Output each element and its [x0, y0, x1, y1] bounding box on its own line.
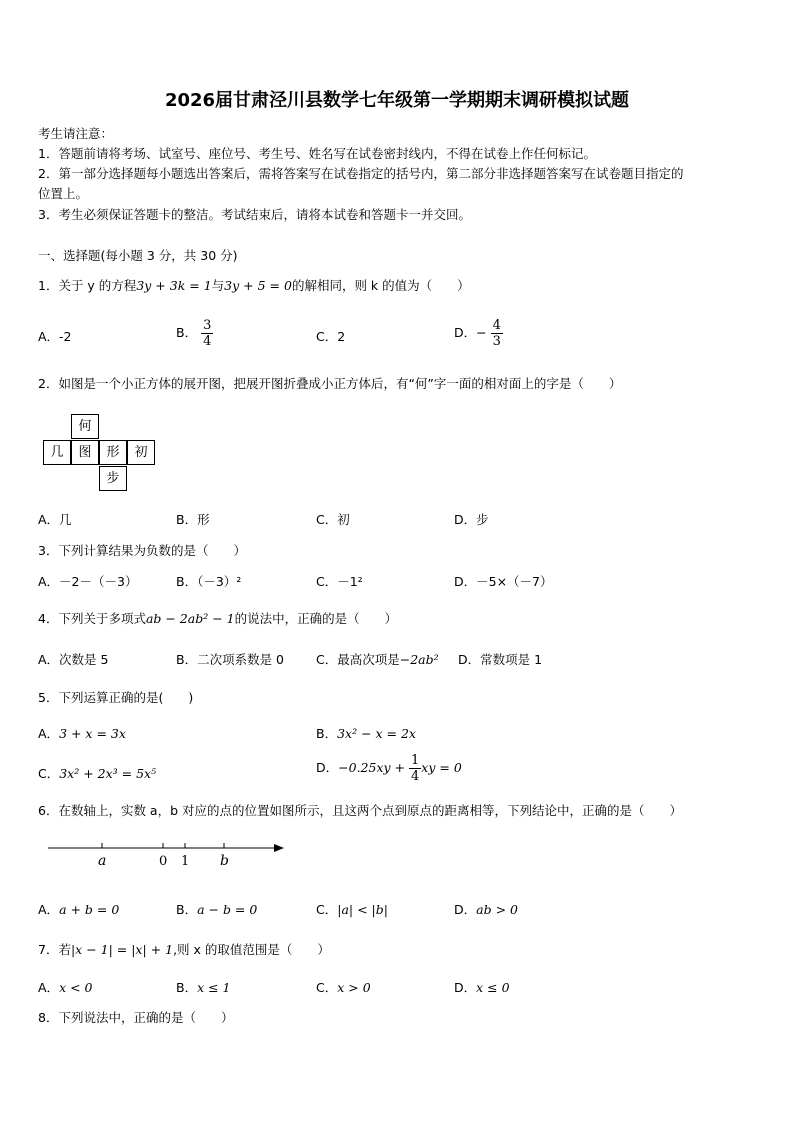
q5-option-d [316, 753, 462, 784]
q2-option-c: C．初 [316, 512, 350, 527]
q4-stem-start: 4．下列关于多项式 [38, 611, 146, 626]
q5-option-d-fraction [409, 753, 421, 784]
q1-option-d-fraction [491, 318, 503, 349]
q5-option-d-label: D． [316, 760, 339, 775]
q6-option-c [316, 900, 388, 918]
denominator: 4 [203, 334, 212, 349]
q7-option-b [176, 978, 231, 996]
q6-option-b-math: a − b = 0 [197, 902, 258, 917]
net-cell-bu: 步 [99, 466, 127, 491]
q6-option-b-label: B． [176, 902, 198, 917]
net-cell-tu: 图 [71, 440, 99, 465]
q5-option-b [316, 724, 416, 742]
question-8: 8．下列说法中，正确的是（ ） [38, 1010, 234, 1025]
section-heading: 一、选择题(每小题 3 分，共 30 分) [38, 248, 238, 263]
q4-option-c-math: −2ab² [399, 652, 439, 667]
q7-option-a-math: x < 0 [59, 980, 93, 995]
q3-option-d: D．－5×（－7） [454, 574, 553, 589]
q1-option-b-label: B． [176, 325, 198, 340]
q4-option-a: A．次数是 5 [38, 652, 109, 667]
q7-option-d-math: x ≤ 0 [476, 980, 510, 995]
q5-option-a [38, 724, 126, 742]
q3-option-b: B．（－3）² [176, 574, 242, 589]
q6-option-a [38, 900, 119, 918]
axis-label-1: 1 [181, 854, 190, 869]
net-cell-ji: 几 [43, 440, 71, 465]
q1-stem-end: 的解相同，则 k 的值为（ ） [291, 278, 470, 293]
q5-option-c [38, 764, 156, 782]
q1-stem-start: 1．关于 y 的方程 [38, 278, 137, 293]
net-cell-chu: 初 [127, 440, 155, 465]
q1-option-c: C．2 [316, 329, 346, 344]
q7-option-c [316, 978, 371, 996]
q7-option-b-label: B． [176, 980, 198, 995]
axis-label-0: 0 [159, 854, 168, 869]
axis-label-a: a [98, 853, 107, 869]
note-2: 2．第一部分选择题每小题选出答案后，需将答案写在试卷指定的括号内，第二部分非选择题答案写在试卷题目指定的 [38, 166, 684, 181]
q4-option-c [316, 650, 439, 668]
q5-option-d-math-2: xy = 0 [421, 760, 462, 775]
q7-option-a [38, 978, 93, 996]
denominator: 3 [492, 334, 501, 349]
q7-stem-end: ,则 x 的取值范围是（ ） [173, 942, 330, 957]
note-1: 1．答题前请将考场、试室号、座位号、考生号、姓名写在试卷密封线内，不得在试卷上作任何标记。 [38, 146, 596, 161]
q1-equation-1: 3y + 3k = 1 [136, 278, 212, 293]
note-2-cont: 位置上。 [38, 186, 89, 201]
q7-option-c-math: x > 0 [337, 980, 371, 995]
q2-option-b: B．形 [176, 512, 210, 527]
q3-option-c: C．－1² [316, 574, 363, 589]
numerator: 4 [492, 318, 501, 333]
q5-option-c-label: C． [38, 766, 60, 781]
q5-option-b-math: 3x² − x = 2x [337, 726, 416, 741]
q7-option-a-label: A． [38, 980, 60, 995]
q5-option-b-label: B． [316, 726, 338, 741]
q7-option-b-math: x ≤ 1 [197, 980, 231, 995]
question-4 [38, 609, 397, 627]
q7-option-d-label: D． [454, 980, 477, 995]
page-title: 2026届甘肃泾川县数学七年级第一学期期末调研模拟试题 [164, 90, 630, 111]
q1-equation-2: 3y + 5 = 0 [224, 278, 292, 293]
q6-option-d-math: ab > 0 [476, 902, 518, 917]
numerator: 1 [411, 753, 420, 768]
q1-option-d-label: D．− [454, 325, 487, 340]
q4-stem-end: 的说法中，正确的是（ ） [234, 611, 398, 626]
note-3: 3．考生必须保证答题卡的整洁。考试结束后，请将本试卷和答题卡一并交回。 [38, 207, 471, 222]
q3-option-a: A．－2－（－3） [38, 574, 138, 589]
q7-option-c-label: C． [316, 980, 338, 995]
q5-option-a-label: A． [38, 726, 60, 741]
notes-heading: 考生请注意： [38, 126, 114, 141]
q7-option-d [454, 978, 510, 996]
q5-option-d-math-1: −0.25xy + [338, 760, 406, 775]
q1-option-b [176, 318, 213, 349]
q4-option-d: D．常数项是 1 [458, 652, 543, 667]
net-cell-he: 何 [71, 414, 99, 439]
q4-option-b: B．二次项系数是 0 [176, 652, 285, 667]
q5-option-a-math: 3 + x = 3x [59, 726, 126, 741]
q6-option-c-math: |a| < |b| [337, 902, 388, 917]
q6-option-d [454, 900, 518, 918]
q7-condition-math: |x − 1| = |x| + 1 [70, 942, 174, 957]
q1-stem-mid: 与 [211, 278, 225, 293]
denominator: 4 [411, 769, 420, 784]
question-7 [38, 940, 330, 958]
q2-option-a: A．几 [38, 512, 72, 527]
question-2: 2．如图是一个小正方体的展开图，把展开图折叠成小正方体后，有“何”字一面的相对面上的字是（ ） [38, 376, 622, 391]
number-line [44, 836, 294, 872]
question-1 [38, 276, 470, 294]
axis-label-b: b [220, 853, 229, 869]
q1-option-d [454, 318, 503, 349]
q6-option-b [176, 900, 257, 918]
q1-option-b-fraction [201, 318, 213, 349]
q6-option-a-label: A． [38, 902, 60, 917]
numerator: 3 [203, 318, 212, 333]
q4-option-c-text: C．最高次项是 [316, 652, 400, 667]
q6-option-a-math: a + b = 0 [59, 902, 120, 917]
q6-option-d-label: D． [454, 902, 477, 917]
question-5: 5．下列运算正确的是( ) [38, 690, 194, 705]
question-3: 3．下列计算结果为负数的是（ ） [38, 543, 246, 558]
q5-option-c-math: 3x² + 2x³ = 5x⁵ [59, 766, 157, 781]
question-6: 6．在数轴上，实数 a，b 对应的点的位置如图所示，且这两个点到原点的距离相等，下列结论中，正确的是（ ） [38, 803, 682, 818]
q2-option-d: D．步 [454, 512, 489, 527]
q6-option-c-label: C． [316, 902, 338, 917]
q4-polynomial: ab − 2ab² − 1 [145, 611, 235, 626]
q1-option-a: A．-2 [38, 329, 72, 344]
number-line-arrow [274, 844, 284, 852]
net-cell-xing: 形 [99, 440, 127, 465]
q7-stem-start: 7．若 [38, 942, 71, 957]
